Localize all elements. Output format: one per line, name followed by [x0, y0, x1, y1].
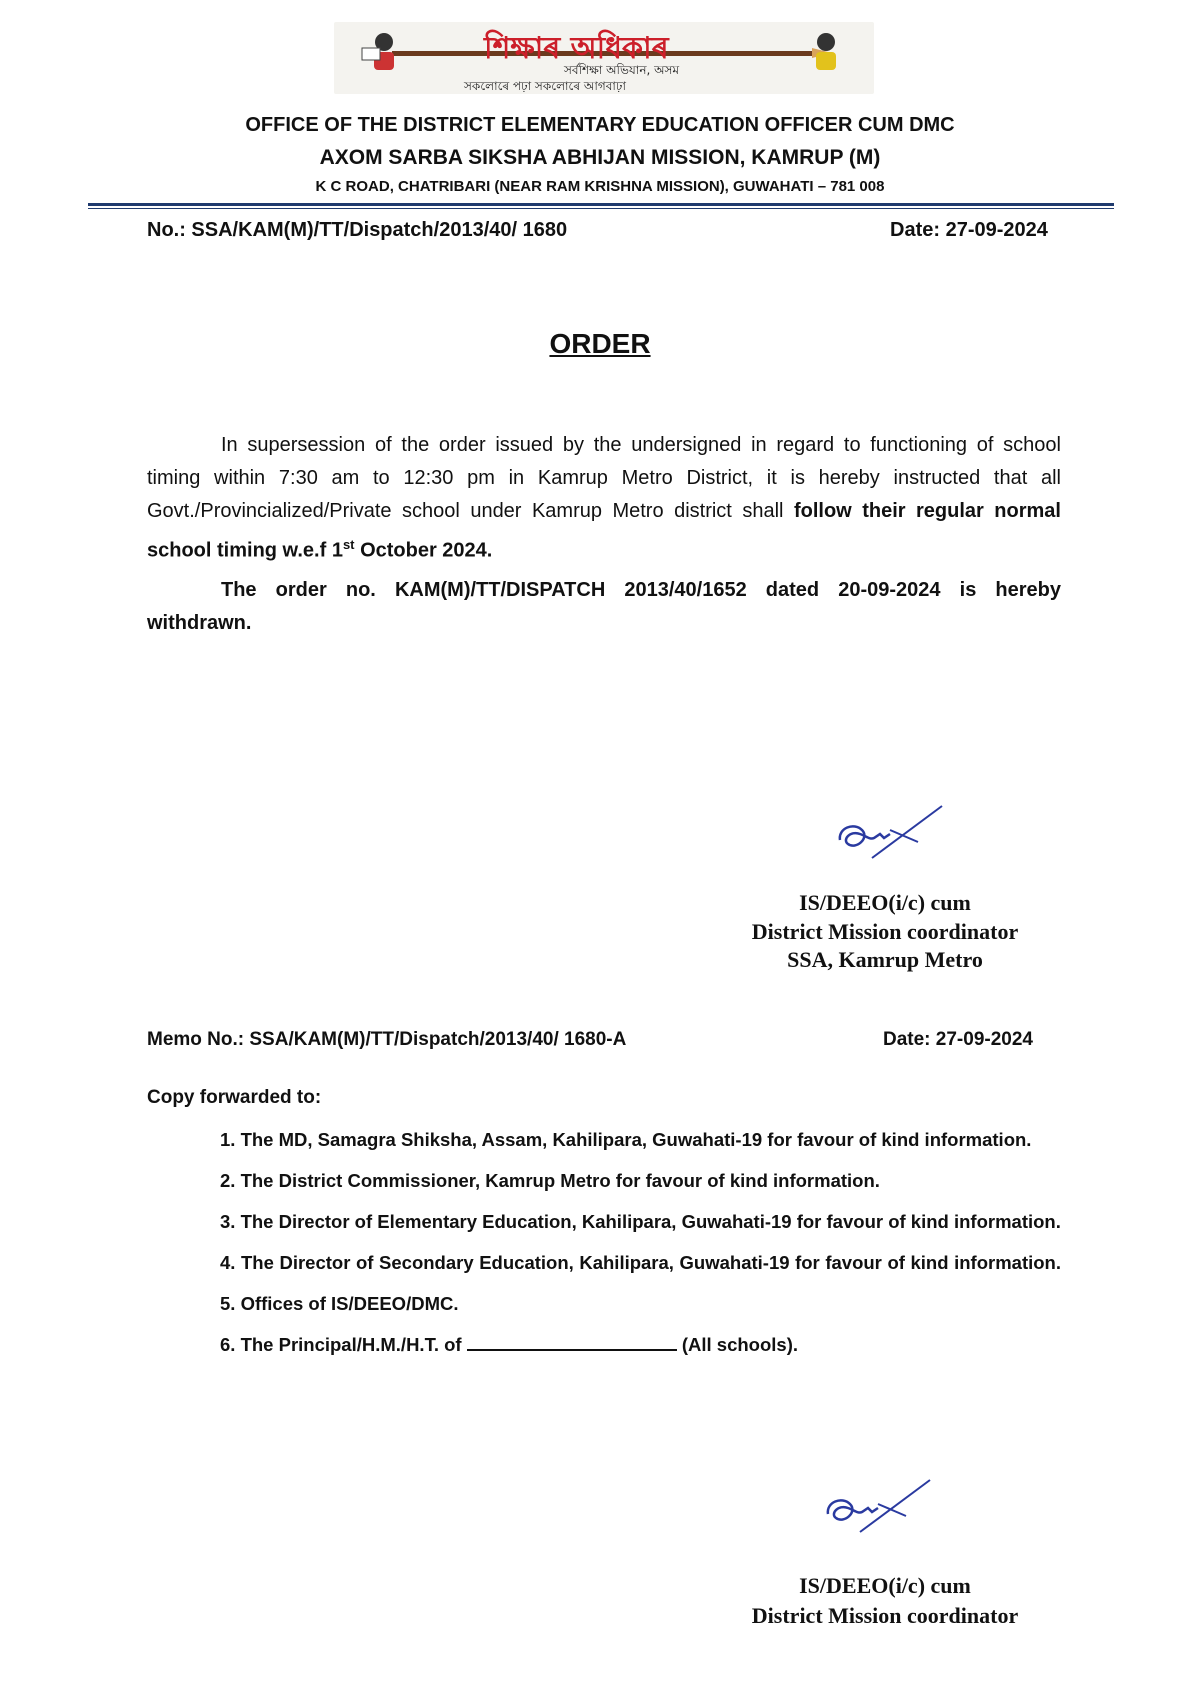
copy-item-4: 4. The Director of Secondary Education, Kahilipara, Guwahati-19 for favour of kind information. 5. Offices of IS/DEEO/DMC.	[220, 1252, 1061, 1314]
letterhead-rule-thin	[88, 208, 1114, 209]
para1-bold-end: October 2024.	[354, 539, 493, 562]
signature-image	[830, 800, 950, 880]
copy-heading: Copy forwarded to:	[147, 1087, 322, 1108]
copy-item-1: 1. The MD, Samagra Shiksha, Assam, Kahilipara, Guwahati-19 for favour of kind information.	[220, 1129, 1032, 1150]
para1-bold: follow their regular normal school timing w.e.f 1	[147, 500, 1061, 562]
signature1-line2: District Mission coordinator	[751, 919, 1019, 944]
copy-list	[220, 1119, 1061, 1365]
copy-item-6-suffix: (All schools).	[676, 1334, 798, 1355]
child-reading-icon	[354, 26, 414, 86]
signature1-line3: SSA, Kamrup Metro	[787, 947, 983, 972]
office-address: K C ROAD, CHATRIBARI (NEAR RAM KRISHNA MISSION), GUWAHATI – 781 008	[315, 178, 885, 195]
signature1-line1: IS/DEEO(i/c) cum	[799, 890, 971, 915]
para1-superscript: st	[342, 537, 355, 552]
copy-item-6-prefix: 6. The Principal/H.M./H.T. of	[220, 1334, 467, 1355]
signature2-line1: IS/DEEO(i/c) cum	[799, 1573, 971, 1598]
child-holding-pencil-icon	[796, 26, 856, 86]
copy-item-3: 3. The Director of Elementary Education, Kahilipara, Guwahati-19 for favour of kind information.	[220, 1211, 1061, 1232]
copy-item-6	[220, 1324, 1061, 1365]
mission-heading: AXOM SARBA SIKSHA ABHIJAN MISSION, KAMRUP (M)	[319, 146, 881, 169]
order-paragraph-1	[147, 429, 1061, 568]
office-heading: OFFICE OF THE DISTRICT ELEMENTARY EDUCATION OFFICER CUM DMC	[245, 114, 955, 136]
fill-in-blank	[467, 1331, 677, 1351]
memo-number: Memo No.: SSA/KAM(M)/TT/Dispatch/2013/40/ 1680-A	[147, 1029, 627, 1050]
memo-date: Date: 27-09-2024	[883, 1029, 1033, 1050]
logo-title: শিক্ষাৰ অধিকাৰ	[484, 31, 669, 66]
para2-text: The order no. KAM(M)/TT/DISPATCH 2013/40/1652 dated 20-09-2024 is hereby withdrawn.	[147, 579, 1061, 634]
copy-item-2: 2. The District Commissioner, Kamrup Metro for favour of kind information.	[220, 1170, 880, 1191]
logo	[334, 22, 874, 94]
signature-image-2	[818, 1474, 938, 1554]
signature2-line2: District Mission coordinator	[751, 1603, 1019, 1628]
order-paragraph-2	[147, 574, 1061, 640]
logo-tagline: সকলোৰে পঢ়া সকলোৰে আগবাঢ়া	[464, 79, 626, 93]
para1-text: In supersession of the order issued by the undersigned in regard to functioning of school timing within 7:30 am to 12:30 pm in Kamrup Metro District, it is hereby instructed that all Govt./Provincialized/Private school under Kamrup Metro district shall	[147, 434, 1061, 522]
logo-subtitle: সৰ্বশিক্ষা অভিযান, অসম	[564, 63, 680, 77]
reference-number: No.: SSA/KAM(M)/TT/Dispatch/2013/40/ 1680	[147, 219, 568, 241]
page-title: ORDER	[549, 328, 651, 359]
letterhead-rule	[88, 203, 1114, 206]
reference-date: Date: 27-09-2024	[890, 219, 1048, 241]
